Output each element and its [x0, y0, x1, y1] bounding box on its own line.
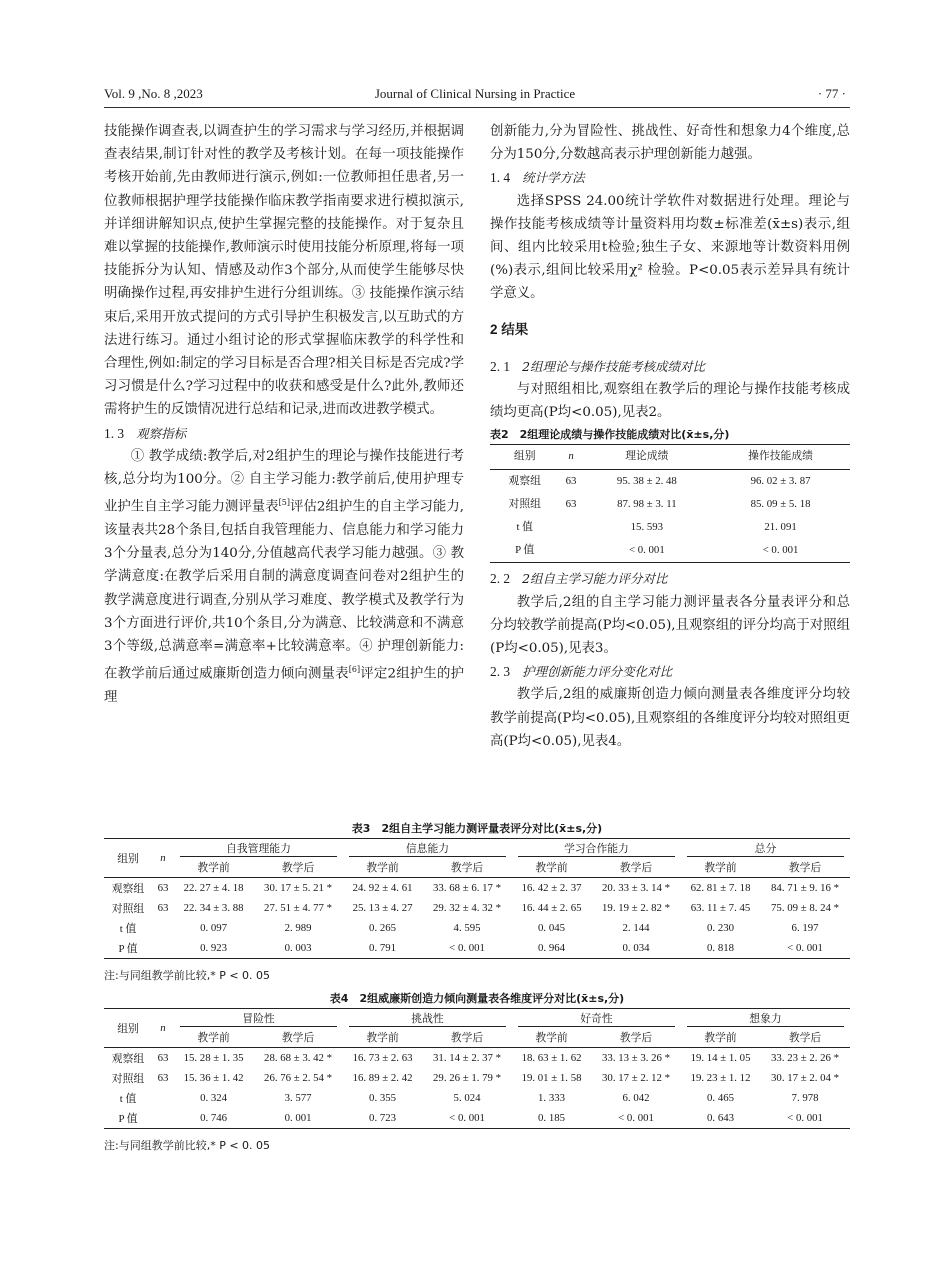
table-row: t 值 15. 593 21. 091: [516, 521, 797, 534]
section-2-3-heading: 2. 3 护理创新能力评分变化对比: [490, 664, 673, 680]
table-4-group-curiosity: 好奇性: [512, 1009, 681, 1029]
table-4-group-adventure: 冒险性: [174, 1009, 343, 1029]
table-2-grid: [490, 444, 850, 563]
left-column: [104, 120, 464, 709]
table-2-header-group: 组别: [513, 450, 536, 463]
section-1-3-heading: 1. 3 观察指标: [104, 425, 187, 441]
table-row: P 值 < 0. 001 < 0. 001: [490, 539, 850, 563]
left-para-2: ① 教学成绩:教学后,对2组护生的理论与操作技能进行考核,总分均为100分。② 自主学习能力:教学前后,使用护理专业护生自主学习能力测评量表[5]评估2组护生的自主学习能力,该量表共28个条目,包括自我管理能力、信息能力和学习能力3个分量表,总分为140分,分值越高代表学习能力越强。③ 教学满意度:在教学后采用自制的满意度调查问卷对2组护生的教学满意度进行调查,分别从学习难度、教学模式及教学行为3个方面进行评价,共10个条目,分为满意、比较满意和不满意3个等级,总满意率=满意率+比较满意率。④ 护理创新能力:在教学前后通过威廉斯创造力倾向测量表[6]评定2组护生的护理: [104, 448, 465, 705]
section-2-heading: 2 结果: [490, 321, 529, 337]
table-3-title: 表3 2组自主学习能力测评量表评分对比(x̄±s,分): [351, 822, 603, 835]
table-2-title: 表2 2组理论成绩与操作技能成绩对比(x̄±s,分): [490, 428, 730, 442]
table-4: [104, 990, 850, 1153]
table-2-header-n: n: [568, 450, 574, 463]
table-3-header-group: 组别: [117, 852, 139, 865]
table-4-title: 表4 2组威廉斯创造力倾向测量表各维度评分对比(x̄±s,分): [329, 992, 625, 1005]
table-2-header-skill: 操作技能成绩: [748, 450, 813, 463]
table-3-note: 注:与同组教学前比较,* P < 0. 05: [104, 969, 271, 982]
right-column: [490, 120, 850, 753]
table-row: t 值 0. 097 2. 989 0. 265 4. 595 0. 045 2. 144 0. 230 6. 197: [119, 922, 819, 935]
header-rule: [104, 107, 850, 108]
table-4-group-challenge: 挑战性: [343, 1009, 512, 1029]
table-3-header-n: n: [160, 852, 166, 864]
table-3-group-self-management: 自我管理能力: [174, 839, 343, 859]
citation-6: [6]: [348, 665, 361, 675]
table-row: 观察组 63 22. 27 ± 4. 18 30. 17 ± 5. 21 * 24. 92 ± 4. 61 33. 68 ± 6. 17 * 16. 42 ± 2. 37 20. 33 ± 3. 14 * 62. 81 ± 7. 18 84. 71 ± 9. 16 *: [111, 882, 840, 895]
table-row: 对照组 63 22. 34 ± 3. 88 27. 51 ± 4. 77 * 25. 13 ± 4. 27 29. 32 ± 4. 32 * 16. 44 ± 2. 65 19. 19 ± 2. 82 * 63. 11 ± 7. 45 75. 09 ± 8. 24 *: [111, 902, 840, 915]
table-4-header-group: 组别: [117, 1022, 139, 1035]
section-2-2-heading: 2. 2 2组自主学习能力评分对比: [490, 571, 668, 587]
right-para-4: 教学后,2组的自主学习能力测评量表各分量表评分和总分均较教学前提高(P均<0.05),且观察组的评分均高于对照组(P均<0.05),见表3。: [490, 594, 850, 657]
table-row: P 值 0. 746 0. 001 0. 723 < 0. 001 0. 185 < 0. 001 0. 643 < 0. 001: [104, 1108, 850, 1129]
table-row: 观察组 63 15. 28 ± 1. 35 28. 68 ± 3. 42 * 16. 73 ± 2. 63 31. 14 ± 2. 37 * 18. 63 ± 1. 62 33. 13 ± 3. 26 * 19. 14 ± 1. 05 33. 23 ± 2. 26 *: [111, 1052, 840, 1065]
header-volume: Vol. 9 ,No. 8 ,2023: [104, 86, 203, 101]
table-4-header-n: n: [160, 1022, 166, 1034]
section-1-4-heading: 1. 4 统计学方法: [490, 170, 585, 186]
table-row: t 值 0. 324 3. 577 0. 355 5. 024 1. 333 6. 042 0. 465 7. 978: [119, 1092, 819, 1105]
table-3-group-information: 信息能力: [343, 839, 512, 859]
table-3-group-cooperation: 学习合作能力: [512, 839, 681, 859]
table-row: P 值 0. 923 0. 003 0. 791 < 0. 001 0. 964 0. 034 0. 818 < 0. 001: [104, 938, 850, 959]
section-2-1-heading: 2. 1 2组理论与操作技能考核成绩对比: [490, 358, 706, 374]
citation-5: [5]: [278, 498, 290, 508]
table-3-grid: 组别 n 自我管理能力 信息能力 学习合作能力 总分 教学前 教学后 教学前 教学后 教学前 教学后 教学前 教学后 观察组 63 22. 27 ± 4. 18 30. 17 ± 5. 21 * 24. 92 ± 4. 61 33. 68 ± 6. 17 * 16. 42 ± 2. 37 20. 33 ± 3. 14 * 62. 81 ± 7. 18 84. 71 ± 9. 16 * 对照组 63 22. 34 ± 3. 88 27. 51 ± 4. 77 * 25. 13 ± 4. 27 29. 32 ± 4. 32 * 16. 44 ± 2. 65 19. 19 ± 2. 82 * 63. 11 ± 7. 45 75. 09 ± 8. 24 * t 值 0. 097 2. 989 0. 265 4. 595 0. 045 2. 144 0. 230 6. 197 P 值 0. 923 0. 003 0. 791 < 0. 001 0. 964 0. 034 0. 818 < 0. 001: [104, 838, 850, 959]
right-para-1: 创新能力,分为冒险性、挑战性、好奇性和想象力4个维度,总分为150分,分数越高表示护理创新能力越强。: [490, 124, 850, 163]
table-4-grid: 组别 n 冒险性 挑战性 好奇性 想象力 教学前 教学后 教学前 教学后 教学前 教学后 教学前 教学后 观察组 63 15. 28 ± 1. 35 28. 68 ± 3. 42 * 16. 73 ± 2. 63 31. 14 ± 2. 37 * 18. 63 ± 1. 62 33. 13 ± 3. 26 * 19. 14 ± 1. 05 33. 23 ± 2. 26 * 对照组 63 15. 36 ± 1. 42 26. 76 ± 2. 54 * 16. 89 ± 2. 42 29. 26 ± 1. 79 * 19. 01 ± 1. 58 30. 17 ± 2. 12 * 19. 23 ± 1. 12 30. 17 ± 2. 04 * t 值 0. 324 3. 577 0. 355 5. 024 1. 333 6. 042 0. 465 7. 978 P 值 0. 746 0. 001 0. 723 < 0. 001 0. 185 < 0. 001 0. 643 < 0. 001: [104, 1008, 850, 1129]
table-3-group-total: 总分: [681, 839, 850, 859]
table-4-group-imagination: 想象力: [681, 1009, 850, 1029]
left-para-1: 技能操作调查表,以调查护生的学习需求与学习经历,并根据调查表结果,制订针对性的教学及考核计划。在每一项技能操作考核开始前,先由教师进行演示,例如:一位教师担任患者,另一位教师根据护理学技能操作临床教学指南要求进行模拟演示,并详细讲解知识点,使护生掌握完整的技能操作。对于复杂且难以掌握的技能操作,教师演示时使用技能分析原理,将每一项技能拆分为认知、情感及动作3个部分,从而使学生能够尽快明确操作过程,再安排护生进行分组训练。③ 技能操作演示结束后,采用开放式提问的方式引导护生积极发言,以互助式的方法进行练习。通过小组讨论的形式掌握临床教学的科学性和合理性,例如:制定的学习目标是否合理?相关目标是否完成?学习习惯是什么?学习过程中的收获和感受是什么?此外,教师还需将护生的反馈情况进行总结和记录,进而改进教学模式。: [104, 124, 464, 418]
right-para-3: 与对照组相比,观察组在教学后的理论与操作技能考核成绩均更高(P均<0.05),见表2。: [490, 382, 850, 421]
header-page-number: · 77 ·: [817, 86, 846, 101]
table-4-note: 注:与同组教学前比较,* P < 0. 05: [104, 1139, 271, 1152]
header-journal: Journal of Clinical Nursing in Practice: [374, 86, 576, 101]
table-2: [490, 426, 850, 563]
table-row: 对照组 63 15. 36 ± 1. 42 26. 76 ± 2. 54 * 16. 89 ± 2. 42 29. 26 ± 1. 79 * 19. 01 ± 1. 58 30. 17 ± 2. 12 * 19. 23 ± 1. 12 30. 17 ± 2. 04 *: [111, 1072, 840, 1085]
table-3: [104, 820, 850, 983]
table-row: 对照组 63 87. 98 ± 3. 11 85. 09 ± 5. 18: [508, 497, 811, 510]
table-2-header-theory: 理论成绩: [625, 450, 669, 463]
right-para-2: 选择SPSS 24.00统计学软件对数据进行处理。理论与操作技能考核成绩等计量资料用均数±标准差(x̄±s)表示,组间、组内比较采用t检验;独生子女、来源地等计数资料用例(%)表示,组间比较采用χ² 检验。P<0.05表示差异具有统计学意义。: [490, 193, 850, 302]
right-para-5: 教学后,2组的威廉斯创造力倾向测量表各维度评分均较教学前提高(P均<0.05),且观察组的各维度评分均较对照组更高(P均<0.05),见表4。: [490, 687, 850, 749]
table-row: 观察组 63 95. 38 ± 2. 48 96. 02 ± 3. 87: [508, 474, 811, 487]
